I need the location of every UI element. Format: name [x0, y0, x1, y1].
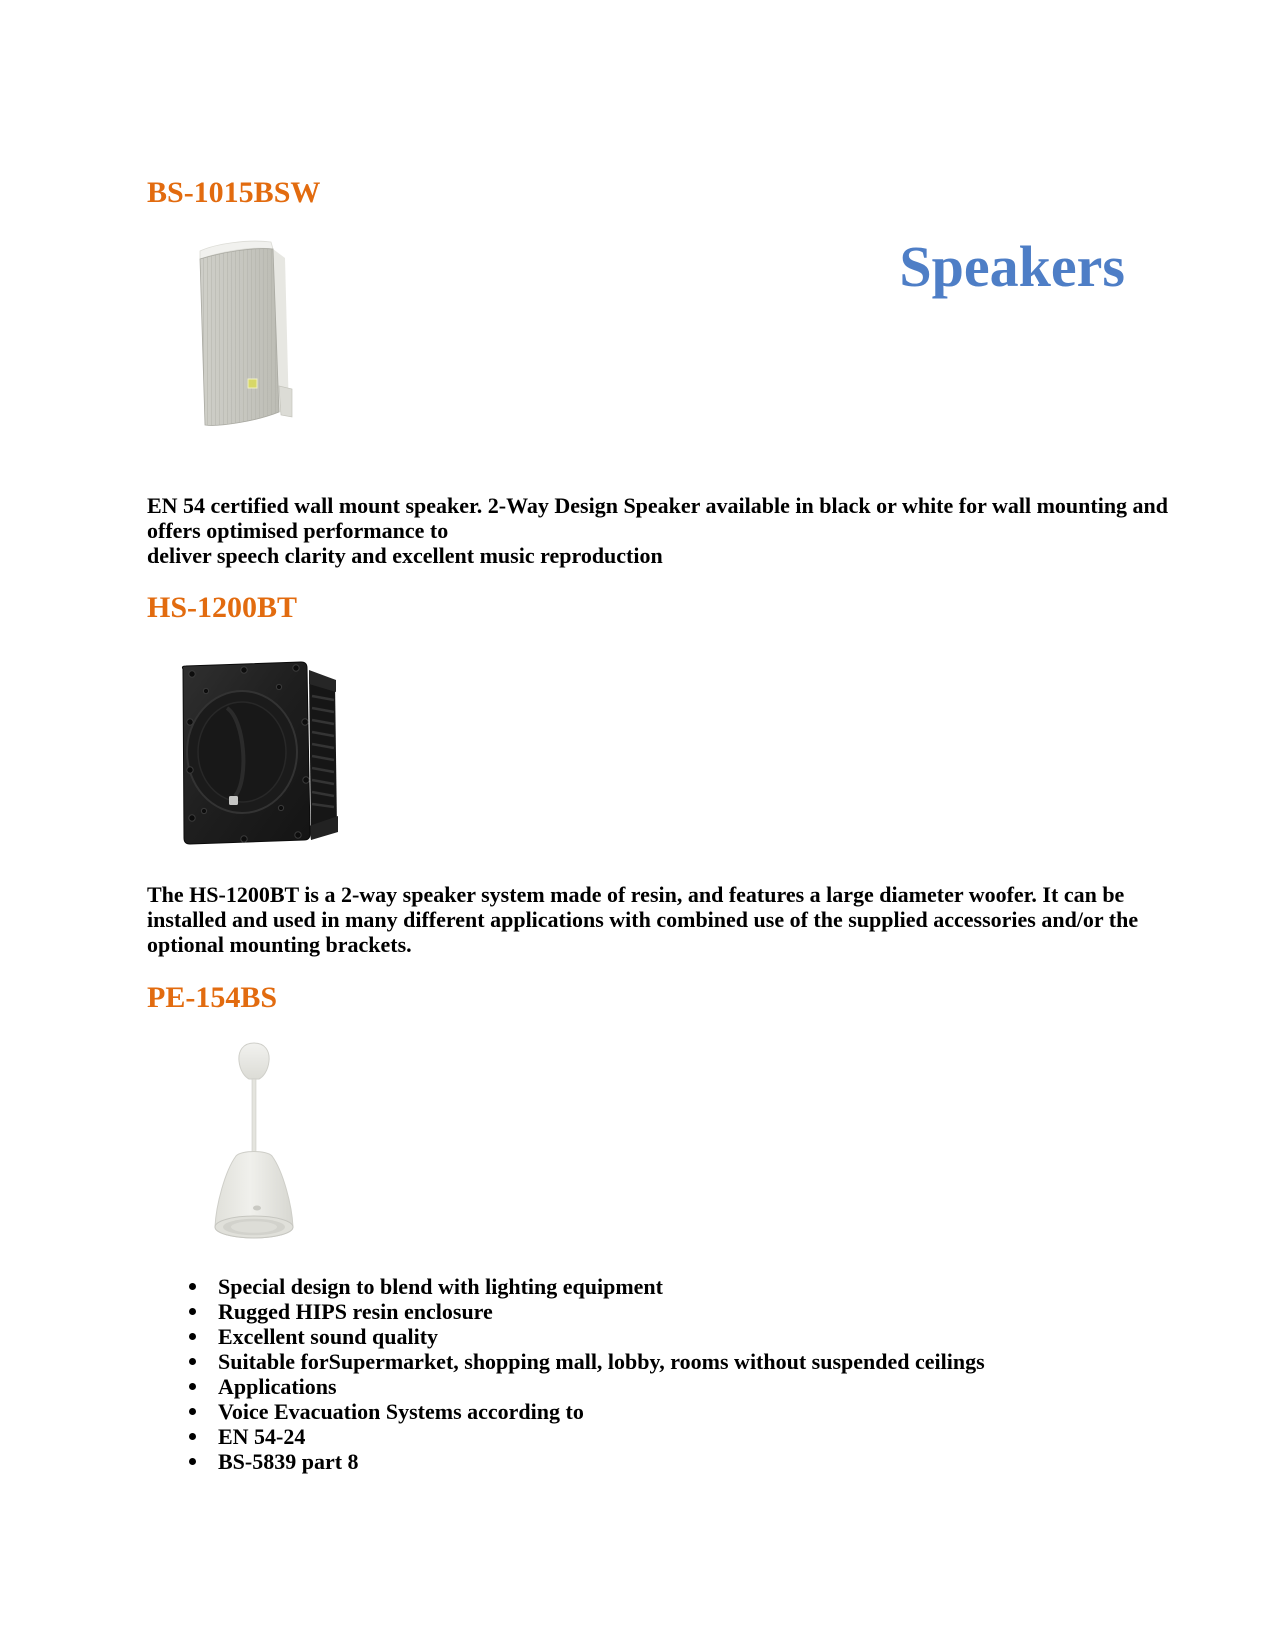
description-line: optional mounting brackets. — [147, 932, 412, 957]
feature-list-item — [147, 1449, 985, 1474]
description-line: EN 54 certified wall mount speaker. 2-Way Design Speaker available in black or white for wall mounting and — [147, 493, 1169, 518]
hs-1200bt-description — [147, 882, 1197, 957]
hs-1200bt-product-image — [175, 660, 340, 845]
bs-1015bsw-description — [147, 493, 1197, 568]
box-speaker-graphic — [175, 660, 340, 845]
description-line: installed and used in many different applications with combined use of the supplied accessories and/or the — [147, 907, 1139, 932]
feature-list-item — [147, 1274, 985, 1299]
feature-list-item — [147, 1374, 985, 1399]
feature-list-item-label: Applications — [218, 1374, 337, 1399]
feature-list-item — [147, 1424, 985, 1449]
feature-list-item-label: Voice Evacuation Systems according to — [218, 1399, 584, 1424]
pe-154bs-product-image — [195, 1038, 315, 1248]
wall-mount-speaker-graphic — [195, 238, 295, 433]
feature-list-item — [147, 1399, 985, 1424]
feature-list-item — [147, 1349, 985, 1374]
feature-list-item — [147, 1299, 985, 1324]
product-heading-hs-1200bt: HS-1200BT — [147, 591, 298, 624]
pendant-speaker-graphic — [195, 1038, 315, 1248]
document-title: Speakers — [899, 234, 1125, 299]
feature-list-item-label: Special design to blend with lighting equipment — [218, 1274, 663, 1299]
feature-list-item-label: Suitable forSupermarket, shopping mall, lobby, rooms without suspended ceilings — [218, 1349, 985, 1374]
bs-1015bsw-product-image — [195, 238, 295, 433]
feature-list-item-label: Excellent sound quality — [218, 1324, 439, 1349]
feature-list-item-label: BS-5839 part 8 — [218, 1449, 359, 1474]
pe-154bs-feature-list — [147, 1274, 985, 1474]
feature-list-item-label: EN 54-24 — [218, 1424, 306, 1449]
product-heading-bs-1015bsw: BS-1015BSW — [147, 176, 321, 209]
description-line: offers optimised performance to — [147, 518, 449, 543]
feature-list-item-label: Rugged HIPS resin enclosure — [218, 1299, 493, 1324]
product-heading-pe-154bs: PE-154BS — [147, 981, 278, 1014]
description-line: The HS-1200BT is a 2-way speaker system made of resin, and features a large diameter woofer. It can be — [147, 882, 1125, 907]
feature-list-item — [147, 1324, 985, 1349]
description-line: deliver speech clarity and excellent music reproduction — [147, 543, 663, 568]
